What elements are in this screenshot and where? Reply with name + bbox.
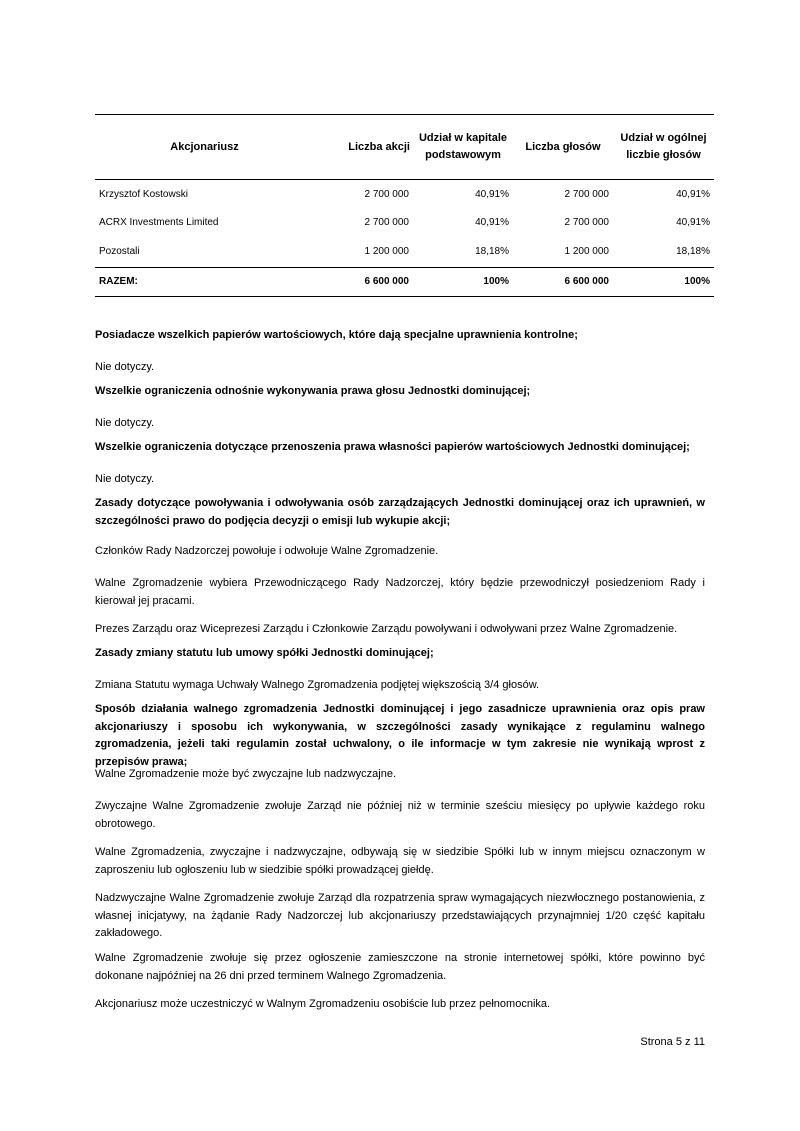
- paragraph-proxy: Akcjonariusz może uczestniczyć w Walnym Zgromadzeniu osobiście lub przez pełnomocnika.: [95, 998, 551, 1010]
- table-body: [95, 180, 714, 266]
- shareholders-table: [95, 114, 714, 297]
- paragraph-ordinary-meeting: Zwyczajne Walne Zgromadzenie zwołuje Zarząd nie później niż w terminie sześciu miesięcy po upływie każdego roku obrotowego.: [95, 800, 705, 830]
- heading-general-meeting: Sposób działania walnego zgromadzenia Jednostki dominującej i jego zasadnicze uprawnienia oraz opis praw akcjonariuszy i sposobu ich wykonywania, w szczególności zasady wynikające z regulaminu walnego zgromadzenia, jeżeli taki regulamin został uchwalony, o ile informacje w tym zakresie nie wynikają wprost z przepisów prawa;: [95, 703, 705, 768]
- cell-shares: 2 700 000: [364, 188, 409, 200]
- header-shareholder: Akcjonariusz: [170, 140, 239, 153]
- paragraph-board-chair: Walne Zgromadzenie wybiera Przewodniczącego Rady Nadzorczej, który będzie przewodniczył posiedzeniom Rady i kierował jej pracami.: [95, 577, 705, 607]
- header-shares: Liczba akcji: [348, 140, 410, 153]
- paragraph-not-applicable: Nie dotyczy.: [95, 361, 155, 373]
- paragraph-extraordinary-meeting: Nadzwyczajne Walne Zgromadzenie zwołuje Zarząd dla rozpatrzenia spraw wymagających niezwłocznego postanowienia, z własnej inicjatywy, na żądanie Rady Nadzorczej lub akcjonariuszy przedstawiających przynajmniej 1/20 część kapitału zakładowego.: [95, 892, 705, 939]
- cell-shareholder: ACRX Investments Limited: [99, 217, 219, 229]
- paragraph-supervisory-board: Członków Rady Nadzorczej powołuje i odwołuje Walne Zgromadzenie.: [95, 545, 439, 557]
- cell-votes: 2 700 000: [564, 217, 609, 229]
- table-row: [95, 209, 714, 238]
- page-number: Strona 5 z 11: [640, 1036, 705, 1048]
- cell-votes-share: 40,91%: [676, 188, 710, 200]
- cell-votes: 1 200 000: [564, 245, 609, 257]
- cell-total-votes: 6 600 000: [564, 276, 609, 287]
- header-capital-share: Udział w kapitale podstawowym: [418, 132, 508, 161]
- paragraph-management-board: Prezes Zarządu oraz Wiceprezesi Zarządu i Członkowie Zarządu powoływani i odwoływani przez Walne Zgromadzenie.: [95, 623, 678, 635]
- table-row: [95, 237, 714, 266]
- cell-votes: 2 700 000: [564, 188, 609, 200]
- cell-total-capital-share: 100%: [483, 276, 509, 287]
- paragraph-not-applicable: Nie dotyczy.: [95, 417, 155, 429]
- cell-total-label: RAZEM:: [99, 276, 138, 287]
- heading-voting-restrictions: Wszelkie ograniczenia odnośnie wykonywania prawa głosu Jednostki dominującej;: [95, 385, 531, 397]
- cell-total-shares: 6 600 000: [364, 276, 409, 287]
- paragraph-meeting-announcement: Walne Zgromadzenie zwołuje się przez ogłoszenie zamieszczone na stronie internetowej spółki, które powinno być dokonane najpóźniej na 26 dni przed terminem Walnego Zgromadzenia.: [95, 952, 705, 982]
- paragraph-statute-change: Zmiana Statutu wymaga Uchwały Walnego Zgromadzenia podjętej większością 3/4 głosów.: [95, 679, 540, 691]
- heading-management-rules: Zasady dotyczące powoływania i odwoływania osób zarządzających Jednostki dominującej oraz ich uprawnień, w szczególności prawo do podjęcia decyzji o emisji lub wykupie akcji;: [95, 497, 705, 527]
- cell-shareholder: Pozostali: [99, 245, 140, 257]
- heading-transfer-restrictions: Wszelkie ograniczenia dotyczące przenoszenia prawa własności papierów wartościowych Jednostki dominującej;: [95, 441, 690, 453]
- cell-shareholder: Krzysztof Kostowski: [99, 188, 188, 200]
- cell-capital-share: 18,18%: [475, 245, 509, 257]
- cell-votes-share: 18,18%: [676, 245, 710, 257]
- heading-control-rights: Posiadacze wszelkich papierów wartościowych, które dają specjalne uprawnienia kontrolne;: [95, 329, 578, 341]
- cell-capital-share: 40,91%: [475, 217, 509, 229]
- table-row: [95, 180, 714, 209]
- cell-shares: 2 700 000: [364, 217, 409, 229]
- paragraph-meeting-types: Walne Zgromadzenie może być zwyczajne lub nadzwyczajne.: [95, 768, 397, 780]
- header-votes-share: Udział w ogólnej liczbie głosów: [620, 132, 707, 161]
- cell-total-votes-share: 100%: [684, 276, 710, 287]
- header-votes: Liczba głosów: [525, 140, 601, 153]
- cell-votes-share: 40,91%: [676, 217, 710, 229]
- paragraph-meeting-location: Walne Zgromadzenia, zwyczajne i nadzwyczajne, odbywają się w siedzibie Spółki lub w innym miejscu oznaczonym w zaproszeniu lub ogłoszeniu lub w siedzibie spółki prowadzącej giełdę.: [95, 846, 705, 876]
- heading-statute-changes: Zasady zmiany statutu lub umowy spółki Jednostki dominującej;: [95, 647, 434, 659]
- table-header: [95, 115, 714, 180]
- paragraph-not-applicable: Nie dotyczy.: [95, 473, 155, 485]
- table-total-row: [95, 267, 714, 296]
- cell-shares: 1 200 000: [364, 245, 409, 257]
- cell-capital-share: 40,91%: [475, 188, 509, 200]
